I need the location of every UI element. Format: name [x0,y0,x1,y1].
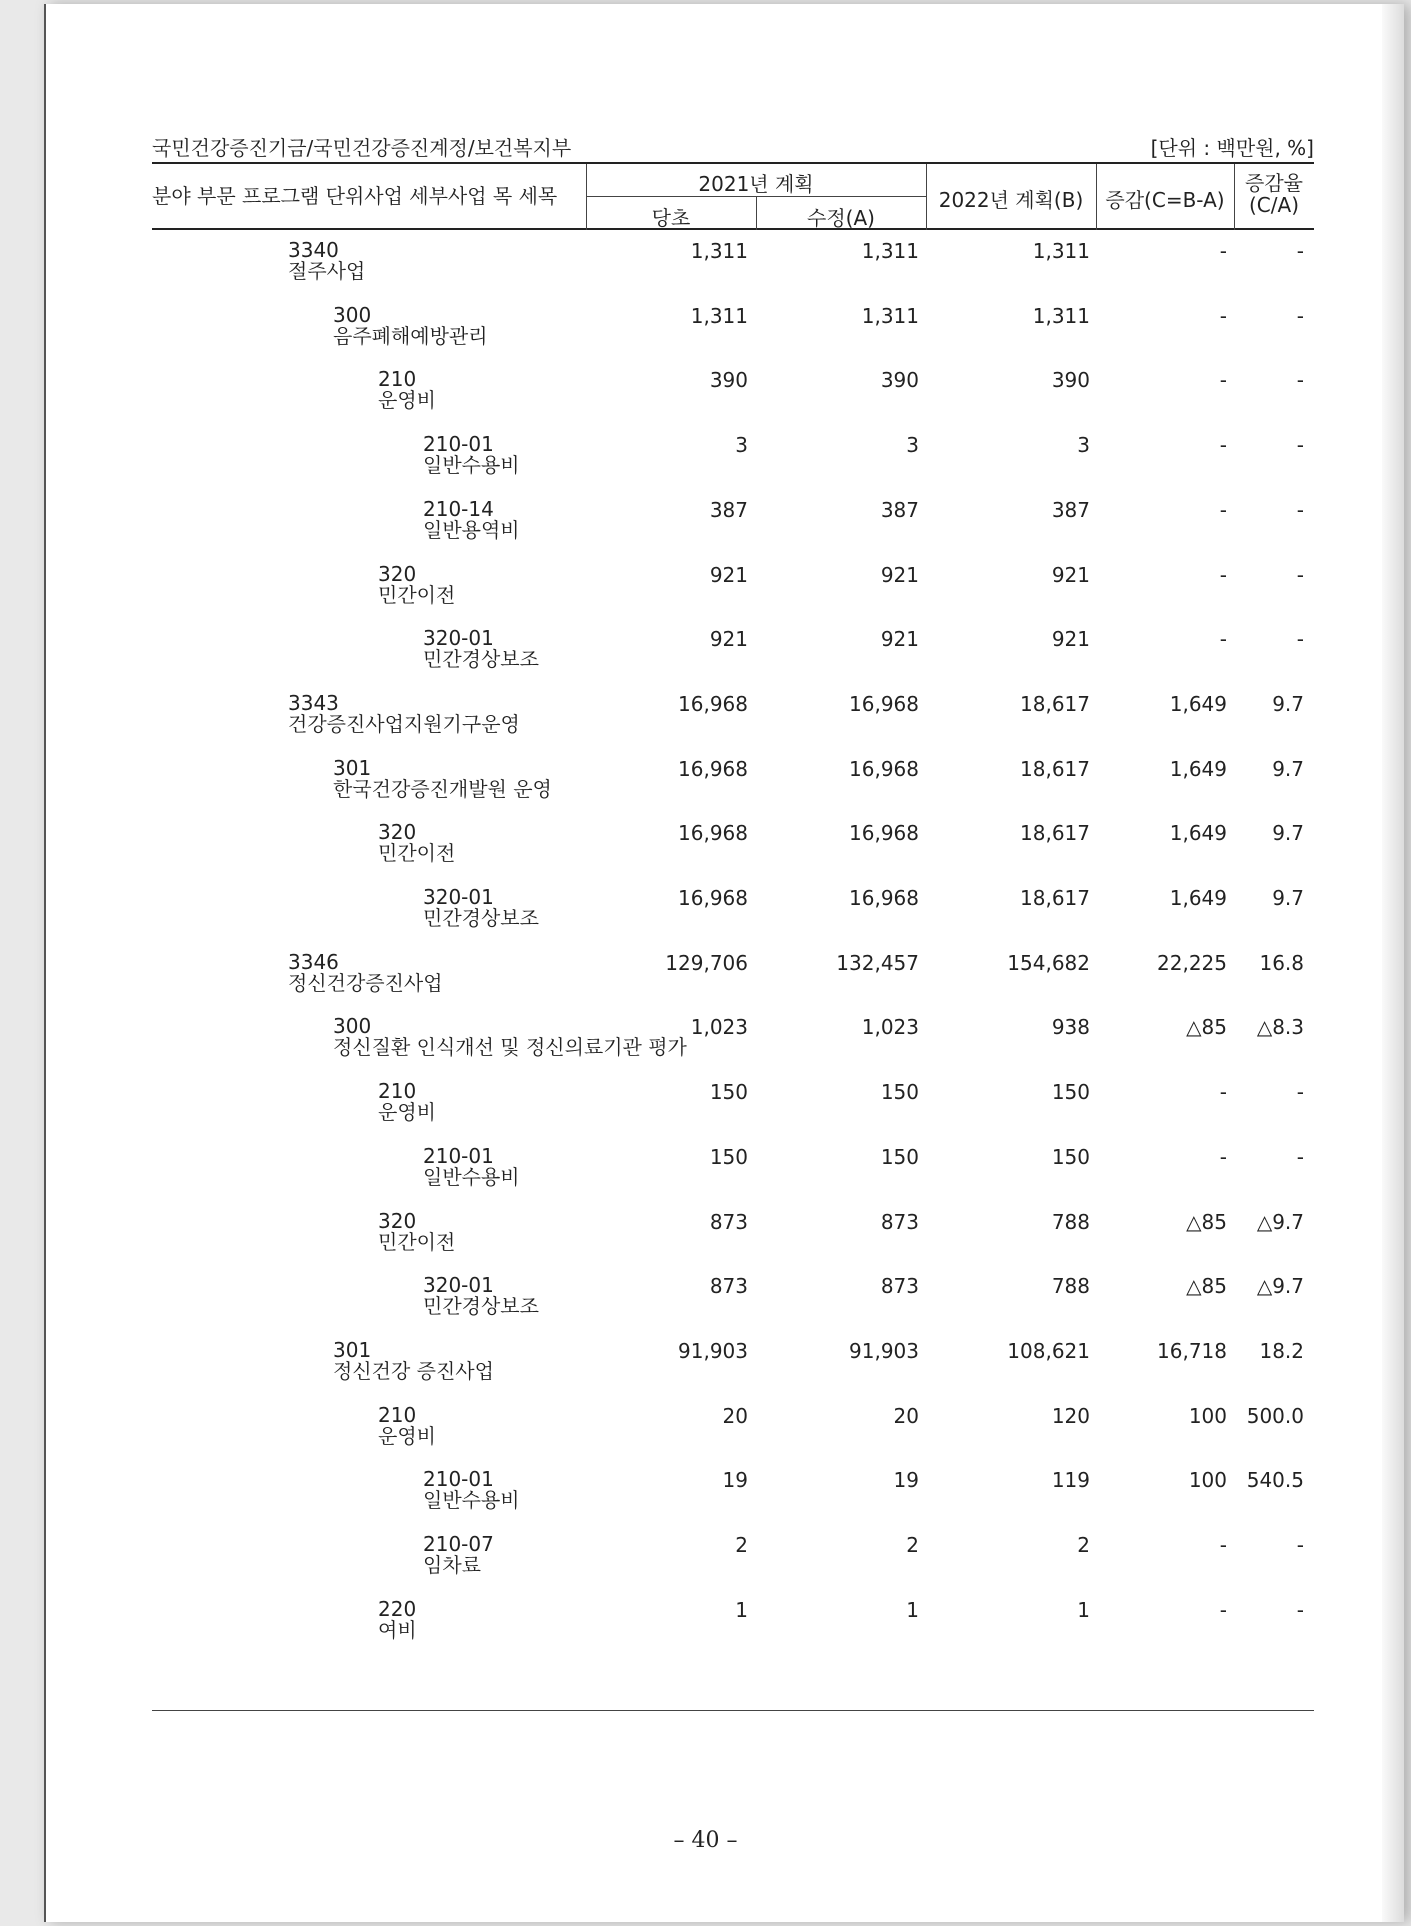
row-name: 민간경상보조 [423,1294,539,1319]
row-name: 절주사업 [288,259,366,283]
cell-change: - [1219,368,1227,393]
cell-initial: 16,968 [678,691,748,716]
cell-plan2022: 18,617 [1020,756,1090,781]
cell-plan2022: 921 [1051,627,1090,652]
cell-plan2022: 154,682 [1007,950,1090,975]
cell-plan2022: 108,621 [1007,1338,1090,1363]
cell-rate: - [1296,562,1304,587]
cell-revised: 921 [880,627,919,652]
table-bottom-rule [152,1710,1314,1711]
cell-initial: 921 [709,627,748,652]
cell-rate: - [1296,368,1304,393]
row-name: 민간이전 [378,841,456,866]
budget-account-title: 국민건강증진기금/국민건강증진계정/보건복지부 [152,136,572,160]
table-row [152,755,1314,818]
cell-change: - [1219,1597,1227,1622]
col-header-plan2022: 2022년 계획(B) [938,188,1084,212]
cell-rate: 9.7 [1272,821,1304,846]
page-edge [1382,4,1404,1922]
cell-revised: 91,903 [849,1338,919,1363]
table-row [152,1469,1314,1529]
cell-initial: 1,311 [690,239,748,263]
table-row [152,628,1314,688]
cell-revised: 1,311 [861,239,919,263]
table-row [152,1081,1314,1141]
cell-initial: 1,311 [690,303,748,328]
cell-revised: 3 [906,433,919,458]
cell-change: 100 [1188,1468,1227,1493]
row-name: 음주폐해예방관리 [333,323,488,348]
cell-initial: 2 [735,1533,748,1557]
cell-rate: - [1296,303,1304,328]
cell-change: △85 [1186,1274,1227,1299]
table-row [152,1534,1314,1594]
cell-plan2022: 921 [1051,562,1090,587]
row-code: 320-01 [423,626,494,651]
row-code: 210-01 [423,1143,494,1168]
cell-change: - [1219,1533,1227,1557]
cell-initial: 387 [709,497,748,522]
cell-plan2022: 18,617 [1020,821,1090,846]
cell-change: 100 [1188,1403,1227,1428]
row-name: 정신건강증진사업 [288,970,443,995]
cell-revised: 150 [880,1080,919,1105]
col-header-change: 증감(C=B-A) [1105,188,1225,212]
table-row [152,1016,1314,1076]
unit-label: [단위 : 백만원, %] [1150,136,1314,160]
row-code: 301 [333,1337,372,1362]
cell-initial: 16,968 [678,756,748,781]
cell-rate: 9.7 [1272,886,1304,910]
cell-initial: 921 [709,562,748,587]
cell-initial: 1 [735,1597,748,1622]
table-row [152,434,1314,494]
table-row [152,369,1314,429]
cell-revised: 921 [880,562,919,587]
table-row [152,1402,1314,1465]
cell-initial: 3 [735,433,748,458]
row-code: 210 [378,1079,417,1104]
cell-revised: 16,968 [849,821,919,846]
row-code: 210 [378,367,417,392]
cell-plan2022: 119 [1051,1468,1090,1493]
row-code: 320-01 [423,885,494,909]
col-header-rate [1234,172,1314,216]
row-name: 민간경상보조 [423,647,539,672]
cell-revised: 387 [880,497,919,522]
cell-change: - [1219,303,1227,328]
cell-rate: △9.7 [1256,1274,1304,1299]
table-row [152,1337,1314,1400]
cell-plan2022: 788 [1051,1274,1090,1299]
cell-revised: 873 [880,1209,919,1234]
cell-rate: 500.0 [1246,1403,1304,1428]
cell-plan2022: 150 [1051,1080,1090,1105]
cell-rate: 16.8 [1259,950,1304,975]
cell-revised: 1 [906,1597,919,1622]
row-code: 210 [378,1402,417,1427]
cell-change: - [1219,1144,1227,1169]
cell-rate: △9.7 [1256,1209,1304,1234]
cell-change: △85 [1186,1015,1227,1040]
cell-revised: 16,968 [849,886,919,910]
row-code: 320-01 [423,1273,494,1298]
cell-change: 1,649 [1169,756,1227,781]
cell-revised: 1,311 [861,303,919,328]
rate-header-line1: 증감율 [1245,171,1303,195]
page-number: – 40 – [673,1828,738,1853]
cell-initial: 873 [709,1209,748,1234]
table-row [152,302,1314,365]
cell-rate: - [1296,1597,1304,1622]
row-code: 3343 [288,690,339,715]
cell-revised: 19 [893,1468,919,1493]
cell-initial: 150 [709,1144,748,1169]
cell-initial: 16,968 [678,821,748,846]
row-name: 일반수용비 [423,1164,520,1189]
cell-revised: 1,023 [861,1015,919,1040]
row-name: 건강증진사업지원기구운영 [288,711,520,736]
row-name: 일반용역비 [423,517,520,542]
cell-change: 22,225 [1157,950,1227,975]
row-name: 여비 [378,1617,417,1642]
cell-revised: 16,968 [849,756,919,781]
cell-change: 1,649 [1169,886,1227,910]
cell-plan2022: 387 [1051,497,1090,522]
row-code: 300 [333,1014,372,1039]
cell-plan2022: 788 [1051,1209,1090,1234]
row-code: 301 [333,755,372,780]
table-row [152,949,1314,1012]
table-row [152,822,1314,882]
cell-rate: - [1296,433,1304,458]
table-row [152,1596,1314,1659]
row-code: 210-01 [423,432,494,457]
cell-initial: 20 [722,1403,748,1428]
col-header-item: 분야 부문 프로그램 단위사업 세부사업 목 세목 [152,184,558,208]
cell-revised: 150 [880,1144,919,1169]
row-name: 일반수용비 [423,453,520,478]
cell-plan2022: 150 [1051,1144,1090,1169]
cell-initial: 1,023 [690,1015,748,1040]
cell-plan2022: 18,617 [1020,691,1090,716]
rate-header-line2: (C/A) [1249,193,1299,217]
cell-plan2022: 18,617 [1020,886,1090,910]
row-code: 210-07 [423,1532,494,1556]
cell-initial: 150 [709,1080,748,1105]
cell-initial: 16,968 [678,886,748,910]
cell-change: - [1219,627,1227,652]
cell-plan2022: 1,311 [1032,239,1090,263]
col-header-plan2021: 2021년 계획 [698,172,814,196]
row-code: 320 [378,1208,417,1233]
cell-plan2022: 3 [1077,433,1090,458]
cell-revised: 20 [893,1403,919,1428]
table-row [152,1143,1314,1206]
row-name: 정신질환 인식개선 및 정신의료기관 평가 [333,1035,687,1060]
row-code: 3346 [288,949,339,974]
table-row [152,496,1314,559]
row-code: 220 [378,1596,417,1621]
cell-initial: 129,706 [665,950,748,975]
cell-rate: 540.5 [1246,1468,1304,1493]
cell-initial: 91,903 [678,1338,748,1363]
cell-revised: 16,968 [849,691,919,716]
cell-change: - [1219,1080,1227,1105]
row-name: 민간경상보조 [423,906,539,930]
cell-revised: 390 [880,368,919,393]
cell-change: △85 [1186,1209,1227,1234]
cell-change: 16,718 [1157,1338,1227,1363]
cell-rate: 18.2 [1259,1338,1304,1363]
cell-initial: 390 [709,368,748,393]
row-name: 민간이전 [378,582,456,607]
cell-revised: 2 [906,1533,919,1557]
table-row [152,887,1314,947]
cell-rate: 9.7 [1272,691,1304,716]
row-name: 민간이전 [378,1229,456,1254]
row-code: 3340 [288,238,339,262]
row-code: 210-01 [423,1467,494,1492]
row-name: 정신건강 증진사업 [333,1358,494,1383]
row-name: 운영비 [378,1423,436,1448]
cell-rate: 9.7 [1272,756,1304,781]
cell-change: - [1219,433,1227,458]
cell-rate: △8.3 [1256,1015,1304,1040]
cell-change: 1,649 [1169,691,1227,716]
cell-change: 1,649 [1169,821,1227,846]
table-row [152,561,1314,624]
cell-initial: 873 [709,1274,748,1299]
col-header-revised: 수정(A) [807,206,875,230]
row-code: 320 [378,820,417,845]
cell-rate: - [1296,497,1304,522]
table-row [152,240,1314,300]
cell-plan2022: 2 [1077,1533,1090,1557]
cell-rate: - [1296,1080,1304,1105]
table-row [152,1208,1314,1271]
row-code: 210-14 [423,496,494,521]
table-caption [152,132,1314,160]
cell-plan2022: 120 [1051,1403,1090,1428]
cell-rate: - [1296,239,1304,263]
row-name: 운영비 [378,388,436,413]
cell-rate: - [1296,1144,1304,1169]
row-code: 300 [333,302,372,327]
cell-revised: 873 [880,1274,919,1299]
col-header-initial: 당초 [651,206,691,230]
cell-initial: 19 [722,1468,748,1493]
cell-rate: - [1296,627,1304,652]
row-name: 운영비 [378,1100,436,1125]
cell-change: - [1219,497,1227,522]
cell-change: - [1219,239,1227,263]
cell-revised: 132,457 [836,950,919,975]
row-name: 임차료 [423,1553,481,1577]
row-code: 320 [378,561,417,586]
cell-change: - [1219,562,1227,587]
row-name: 한국건강증진개발원 운영 [333,776,552,801]
table-row [152,690,1314,753]
table-row [152,1275,1314,1335]
cell-rate: - [1296,1533,1304,1557]
cell-plan2022: 1,311 [1032,303,1090,328]
cell-plan2022: 938 [1051,1015,1090,1040]
cell-plan2022: 390 [1051,368,1090,393]
table-header [152,164,1314,230]
row-name: 일반수용비 [423,1488,520,1513]
cell-plan2022: 1 [1077,1597,1090,1622]
